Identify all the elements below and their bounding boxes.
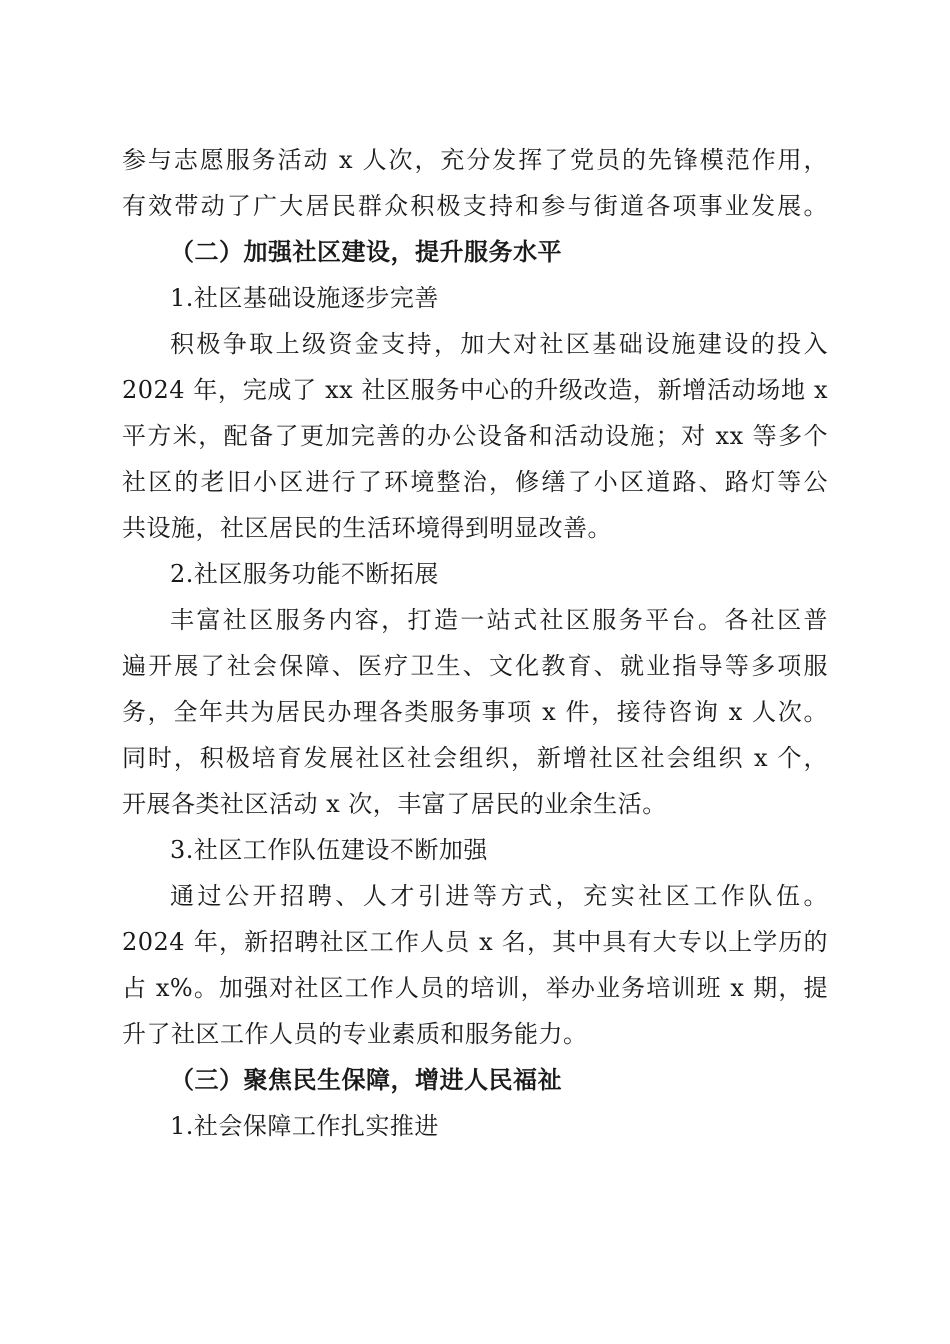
paragraph-line: 开展各类社区活动 x 次，丰富了居民的业余生活。: [122, 790, 667, 818]
paragraph-line: 社区的老旧小区进行了环境整治，修缮了小区道路、路灯等公: [122, 468, 828, 496]
paragraph-line: 务，全年共为居民办理各类服务事项 x 件，接待咨询 x 人次。: [122, 698, 828, 726]
subsection-heading: 3.社区工作队伍建设不断加强: [170, 836, 488, 864]
paragraph-line: 遍开展了社会保障、医疗卫生、文化教育、就业指导等多项服: [122, 652, 828, 680]
paragraph-line: 2024 年，新招聘社区工作人员 x 名，其中具有大专以上学历的: [122, 928, 828, 956]
subsection-heading: 2.社区服务功能不断拓展: [170, 560, 439, 588]
paragraph-line: 积极争取上级资金支持，加大对社区基础设施建设的投入: [170, 330, 828, 358]
paragraph-line: 同时，积极培育发展社区社会组织，新增社区社会组织 x 个，: [122, 744, 828, 772]
paragraph-line: 有效带动了广大居民群众积极支持和参与街道各项事业发展。: [122, 192, 828, 220]
paragraph-line: 通过公开招聘、人才引进等方式，充实社区工作队伍。: [170, 882, 828, 910]
subsection-heading: 1.社会保障工作扎实推进: [170, 1112, 439, 1140]
paragraph-line: 占 x%。加强对社区工作人员的培训，举办业务培训班 x 期，提: [122, 974, 828, 1002]
paragraph-line: 共设施，社区居民的生活环境得到明显改善。: [122, 514, 612, 542]
paragraph-line: 丰富社区服务内容，打造一站式社区服务平台。各社区普: [170, 606, 828, 634]
subsection-heading: 1.社区基础设施逐步完善: [170, 284, 439, 312]
paragraph-line: 平方米，配备了更加完善的办公设备和活动设施；对 xx 等多个: [122, 422, 828, 450]
paragraph-line: 参与志愿服务活动 x 人次，充分发挥了党员的先锋模范作用，: [122, 146, 828, 174]
section-heading: （二）加强社区建设，提升服务水平: [170, 237, 562, 266]
section-heading: （三）聚焦民生保障，增进人民福祉: [170, 1065, 562, 1094]
paragraph-line: 2024 年，完成了 xx 社区服务中心的升级改造，新增活动场地 x: [122, 376, 828, 404]
paragraph-line: 升了社区工作人员的专业素质和服务能力。: [122, 1020, 588, 1048]
